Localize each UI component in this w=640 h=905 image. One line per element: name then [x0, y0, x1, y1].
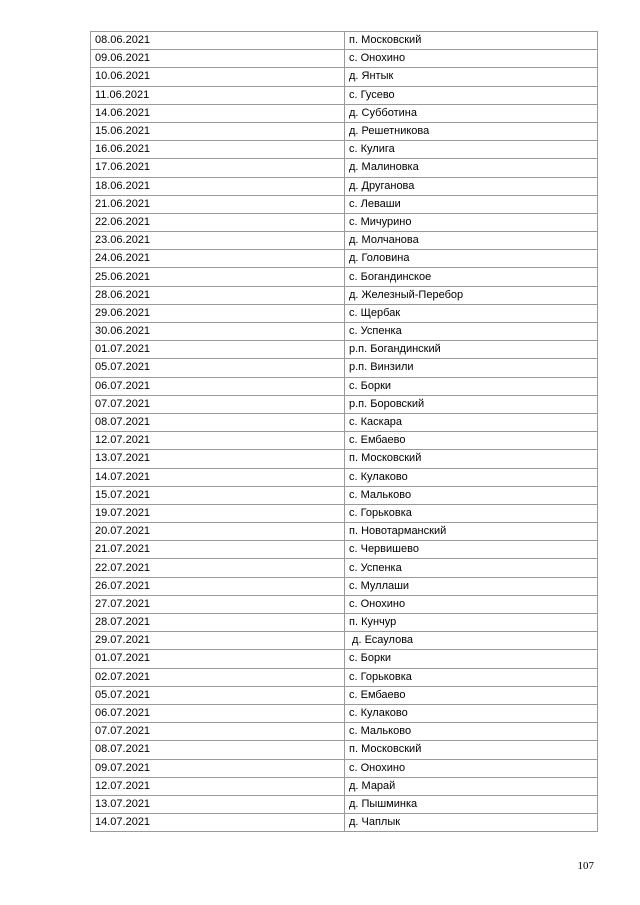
place-cell: д. Железный-Перебор	[345, 286, 598, 304]
date-cell: 23.06.2021	[91, 232, 345, 250]
place-cell: с. Онохино	[345, 759, 598, 777]
table-row	[91, 68, 598, 86]
table-row	[91, 632, 598, 650]
date-cell: 16.06.2021	[91, 141, 345, 159]
place-cell: с. Мальково	[345, 723, 598, 741]
date-cell: 25.06.2021	[91, 268, 345, 286]
date-cell: 08.06.2021	[91, 32, 345, 50]
table-row	[91, 286, 598, 304]
table-row	[91, 122, 598, 140]
date-cell: 19.07.2021	[91, 504, 345, 522]
place-cell: д. Марай	[345, 777, 598, 795]
place-cell: с. Успенка	[345, 559, 598, 577]
place-cell: п. Кунчур	[345, 614, 598, 632]
table-row	[91, 323, 598, 341]
place-cell: с. Мальково	[345, 486, 598, 504]
place-cell: д. Молчанова	[345, 232, 598, 250]
table-row	[91, 523, 598, 541]
date-cell: 26.07.2021	[91, 577, 345, 595]
table-row	[91, 395, 598, 413]
place-cell: с. Мичурино	[345, 213, 598, 231]
date-cell: 07.07.2021	[91, 395, 345, 413]
date-cell: 21.07.2021	[91, 541, 345, 559]
place-cell: д. Друганова	[345, 177, 598, 195]
date-cell: 15.07.2021	[91, 486, 345, 504]
date-cell: 10.06.2021	[91, 68, 345, 86]
place-cell: с. Успенка	[345, 323, 598, 341]
place-cell: с. Леваши	[345, 195, 598, 213]
place-cell: с. Борки	[345, 650, 598, 668]
place-cell: с. Муллаши	[345, 577, 598, 595]
date-cell: 28.06.2021	[91, 286, 345, 304]
place-cell: д. Малиновка	[345, 159, 598, 177]
table-row	[91, 213, 598, 231]
table-row	[91, 577, 598, 595]
table-row	[91, 777, 598, 795]
date-cell: 02.07.2021	[91, 668, 345, 686]
date-cell: 14.07.2021	[91, 468, 345, 486]
table-row	[91, 704, 598, 722]
date-cell: 30.06.2021	[91, 323, 345, 341]
place-cell: р.п. Богандинский	[345, 341, 598, 359]
date-cell: 01.07.2021	[91, 341, 345, 359]
place-cell: с. Кулига	[345, 141, 598, 159]
table-row	[91, 104, 598, 122]
place-cell: р.п. Боровский	[345, 395, 598, 413]
date-cell: 11.06.2021	[91, 86, 345, 104]
table-row	[91, 268, 598, 286]
table-row	[91, 50, 598, 68]
date-cell: 29.06.2021	[91, 304, 345, 322]
place-cell: д. Чаплык	[345, 814, 598, 832]
table-row	[91, 450, 598, 468]
date-cell: 09.06.2021	[91, 50, 345, 68]
place-cell: с. Червишево	[345, 541, 598, 559]
table-row	[91, 232, 598, 250]
table-row	[91, 814, 598, 832]
table-row	[91, 723, 598, 741]
table-row	[91, 359, 598, 377]
place-cell: с. Щербак	[345, 304, 598, 322]
date-cell: 12.07.2021	[91, 777, 345, 795]
place-cell: с. Кулаково	[345, 468, 598, 486]
date-cell: 06.07.2021	[91, 704, 345, 722]
date-cell: 15.06.2021	[91, 122, 345, 140]
place-cell: с. Ембаево	[345, 432, 598, 450]
place-cell: р.п. Винзили	[345, 359, 598, 377]
place-cell: д. Пышминка	[345, 795, 598, 813]
date-cell: 22.07.2021	[91, 559, 345, 577]
date-cell: 01.07.2021	[91, 650, 345, 668]
date-cell: 12.07.2021	[91, 432, 345, 450]
table-row	[91, 541, 598, 559]
place-cell: с. Онохино	[345, 50, 598, 68]
place-cell: с. Богандинское	[345, 268, 598, 286]
date-cell: 24.06.2021	[91, 250, 345, 268]
date-cell: 06.07.2021	[91, 377, 345, 395]
table-row	[91, 141, 598, 159]
date-cell: 13.07.2021	[91, 795, 345, 813]
schedule-table	[90, 31, 598, 832]
place-cell: с. Ембаево	[345, 686, 598, 704]
table-row	[91, 195, 598, 213]
date-cell: 13.07.2021	[91, 450, 345, 468]
place-cell: п. Московский	[345, 741, 598, 759]
table-row	[91, 159, 598, 177]
place-cell: д. Субботина	[345, 104, 598, 122]
date-cell: 14.07.2021	[91, 814, 345, 832]
schedule-table-body	[91, 32, 598, 832]
place-cell: с. Горьковка	[345, 504, 598, 522]
table-row	[91, 686, 598, 704]
date-cell: 20.07.2021	[91, 523, 345, 541]
place-cell: п. Новотарманский	[345, 523, 598, 541]
date-cell: 08.07.2021	[91, 413, 345, 431]
table-row	[91, 668, 598, 686]
table-row	[91, 759, 598, 777]
table-row	[91, 741, 598, 759]
place-cell: п. Московский	[345, 450, 598, 468]
table-row	[91, 341, 598, 359]
table-row	[91, 377, 598, 395]
place-cell: с. Борки	[345, 377, 598, 395]
table-row	[91, 559, 598, 577]
place-cell: д. Есаулова	[345, 632, 598, 650]
place-cell: с. Горьковка	[345, 668, 598, 686]
table-row	[91, 304, 598, 322]
date-cell: 05.07.2021	[91, 686, 345, 704]
place-cell: с. Гусево	[345, 86, 598, 104]
date-cell: 28.07.2021	[91, 614, 345, 632]
place-cell: д. Янтык	[345, 68, 598, 86]
date-cell: 18.06.2021	[91, 177, 345, 195]
table-row	[91, 795, 598, 813]
table-row	[91, 86, 598, 104]
place-cell: с. Кулаково	[345, 704, 598, 722]
date-cell: 17.06.2021	[91, 159, 345, 177]
place-cell: с. Онохино	[345, 595, 598, 613]
date-cell: 07.07.2021	[91, 723, 345, 741]
place-cell: д. Головина	[345, 250, 598, 268]
table-row	[91, 595, 598, 613]
date-cell: 27.07.2021	[91, 595, 345, 613]
date-cell: 21.06.2021	[91, 195, 345, 213]
table-row	[91, 32, 598, 50]
date-cell: 05.07.2021	[91, 359, 345, 377]
table-row	[91, 650, 598, 668]
table-row	[91, 250, 598, 268]
date-cell: 08.07.2021	[91, 741, 345, 759]
table-row	[91, 504, 598, 522]
table-row	[91, 413, 598, 431]
date-cell: 14.06.2021	[91, 104, 345, 122]
table-row	[91, 432, 598, 450]
date-cell: 29.07.2021	[91, 632, 345, 650]
date-cell: 22.06.2021	[91, 213, 345, 231]
place-cell: п. Московский	[345, 32, 598, 50]
table-row	[91, 177, 598, 195]
page-number: 107	[577, 860, 594, 872]
table-row	[91, 614, 598, 632]
table-row	[91, 486, 598, 504]
table-row	[91, 468, 598, 486]
place-cell: с. Каскара	[345, 413, 598, 431]
date-cell: 09.07.2021	[91, 759, 345, 777]
place-cell: д. Решетникова	[345, 122, 598, 140]
